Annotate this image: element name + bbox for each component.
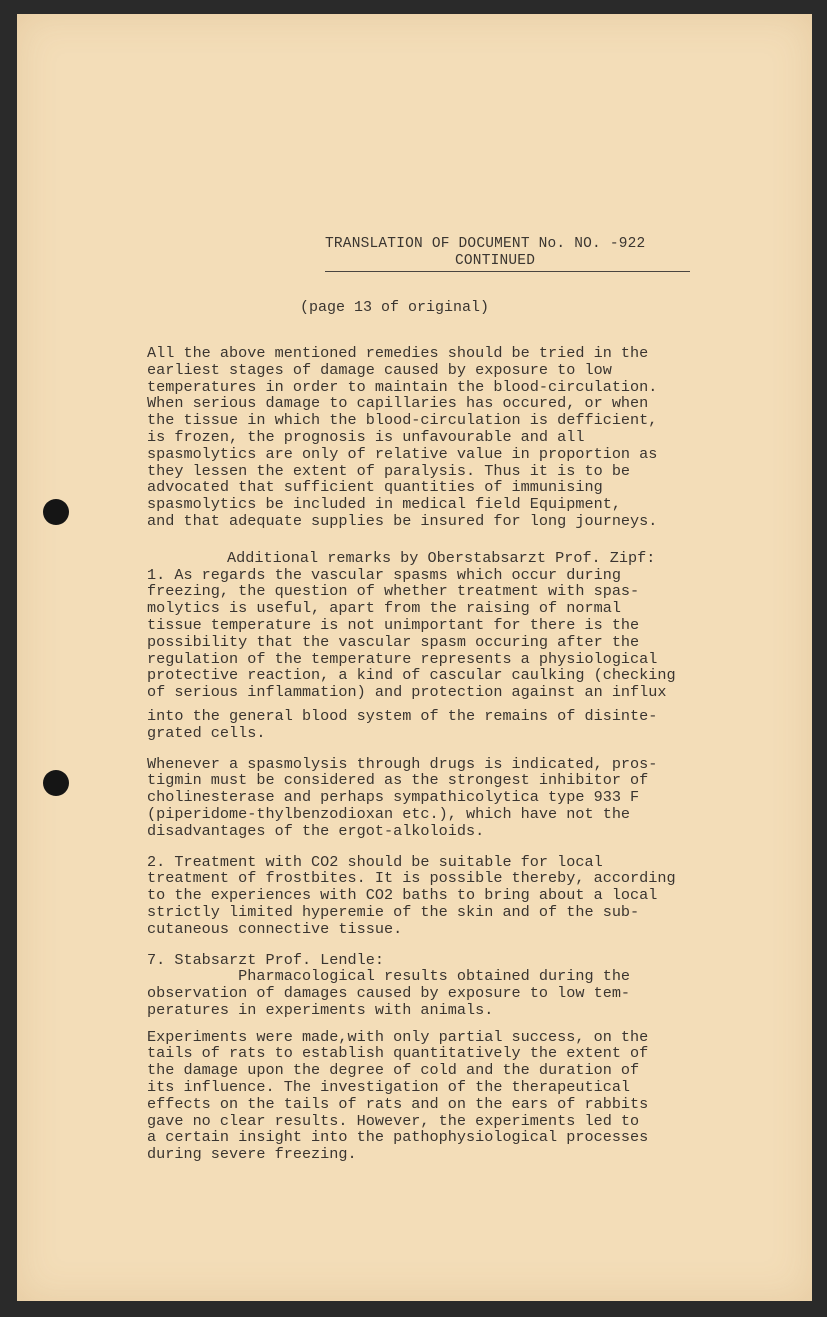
punch-hole <box>43 499 69 525</box>
text-line: its influence. The investigation of the therapeutical <box>147 1078 631 1097</box>
text-line: 1. As regards the vascular spasms which occur during <box>147 565 621 584</box>
text-line: spasmolytics be included in medical field Equipment, <box>147 495 621 514</box>
document-heading <box>325 236 695 272</box>
paragraph-vascular-spasms-cont <box>147 708 737 742</box>
lendle-heading <box>147 952 737 969</box>
text-line: spasmolytics are only of relative value in proportion as <box>147 444 658 463</box>
heading-continued: CONTINUED <box>455 252 536 269</box>
text-line: protective reaction, a kind of cascular caulking (checking <box>147 666 676 685</box>
text-line: Pharmacological results obtained during the <box>147 967 631 986</box>
text-line: advocated that sufficient quantities of immunising <box>147 478 603 497</box>
text-line: into the general blood system of the remains of disinte- <box>147 706 658 725</box>
text-line: a certain insight into the pathophysiological processes <box>147 1128 649 1147</box>
text-line: (piperidome-thylbenzodioxan etc.), which have not the <box>147 804 631 823</box>
page-reference: (page 13 of original) <box>300 299 490 316</box>
paragraph-co2-treatment <box>147 854 737 938</box>
heading-underline <box>325 271 690 272</box>
text-line: treatment of frostbites. It is possible thereby, according <box>147 869 676 888</box>
paragraph-remedies <box>147 345 737 530</box>
text-line: All the above mentioned remedies should be tried in the <box>147 344 649 362</box>
document-body <box>147 345 737 1163</box>
text-line: of serious inflammation) and protection against an influx <box>147 683 667 702</box>
remarks-heading-text: Additional remarks by Oberstabsarzt Prof. Zipf: <box>227 548 656 567</box>
text-line: they lessen the extent of paralysis. Thus it is to be <box>147 461 631 480</box>
text-line: molytics is useful, apart from the raising of normal <box>147 599 621 618</box>
text-line: grated cells. <box>147 723 266 742</box>
text-line: When serious damage to capillaries has occured, or when <box>147 394 649 413</box>
text-line: earliest stages of damage caused by exposure to low <box>147 360 612 379</box>
text-line: the tissue in which the blood-circulation is defficient, <box>147 411 658 430</box>
paragraph-spasmolysis <box>147 756 737 840</box>
text-line: cutaneous connective tissue. <box>147 919 403 938</box>
paragraph-vascular-spasms <box>147 567 737 701</box>
paragraph-experiments <box>147 1029 737 1163</box>
heading-title: TRANSLATION OF DOCUMENT No. NO. -922 <box>325 236 646 252</box>
text-line: disadvantages of the ergot-alkoloids. <box>147 821 485 840</box>
punch-hole <box>43 770 69 796</box>
paragraph-pharmacological <box>147 968 737 1018</box>
text-line: strictly limited hyperemie of the skin and of the sub- <box>147 902 640 921</box>
text-line: the damage upon the degree of cold and the duration of <box>147 1061 640 1080</box>
text-line: 2. Treatment with CO2 should be suitable for local <box>147 852 603 871</box>
text-line: during severe freezing. <box>147 1145 357 1164</box>
text-line: freezing, the question of whether treatment with spas- <box>147 582 640 601</box>
text-line: tigmin must be considered as the strongest inhibitor of <box>147 771 649 790</box>
text-line: Whenever a spasmolysis through drugs is indicated, pros- <box>147 754 658 773</box>
text-line: is frozen, the prognosis is unfavourable and all <box>147 427 585 446</box>
text-line: cholinesterase and perhaps sympathicolytica type 933 F <box>147 788 640 807</box>
remarks-heading <box>147 550 737 567</box>
text-line: tissue temperature is not unimportant for there is the <box>147 615 640 634</box>
lendle-heading-text: 7. Stabsarzt Prof. Lendle: <box>147 950 384 969</box>
text-line: gave no clear results. However, the experiments led to <box>147 1111 640 1130</box>
text-line: peratures in experiments with animals. <box>147 1000 494 1019</box>
text-line: possibility that the vascular spasm occuring after the <box>147 632 640 651</box>
text-line: temperatures in order to maintain the blood-circulation. <box>147 377 658 396</box>
text-line: effects on the tails of rats and on the ears of rabbits <box>147 1094 649 1113</box>
text-line: observation of damages caused by exposure to low tem- <box>147 984 631 1003</box>
text-line: regulation of the temperature represents a physiological <box>147 649 658 668</box>
text-line: to the experiences with CO2 baths to bring about a local <box>147 886 658 905</box>
text-line: and that adequate supplies be insured for long journeys. <box>147 511 658 530</box>
text-line: Experiments were made,with only partial success, on the <box>147 1027 649 1046</box>
text-line: tails of rats to establish quantitatively the extent of <box>147 1044 649 1063</box>
